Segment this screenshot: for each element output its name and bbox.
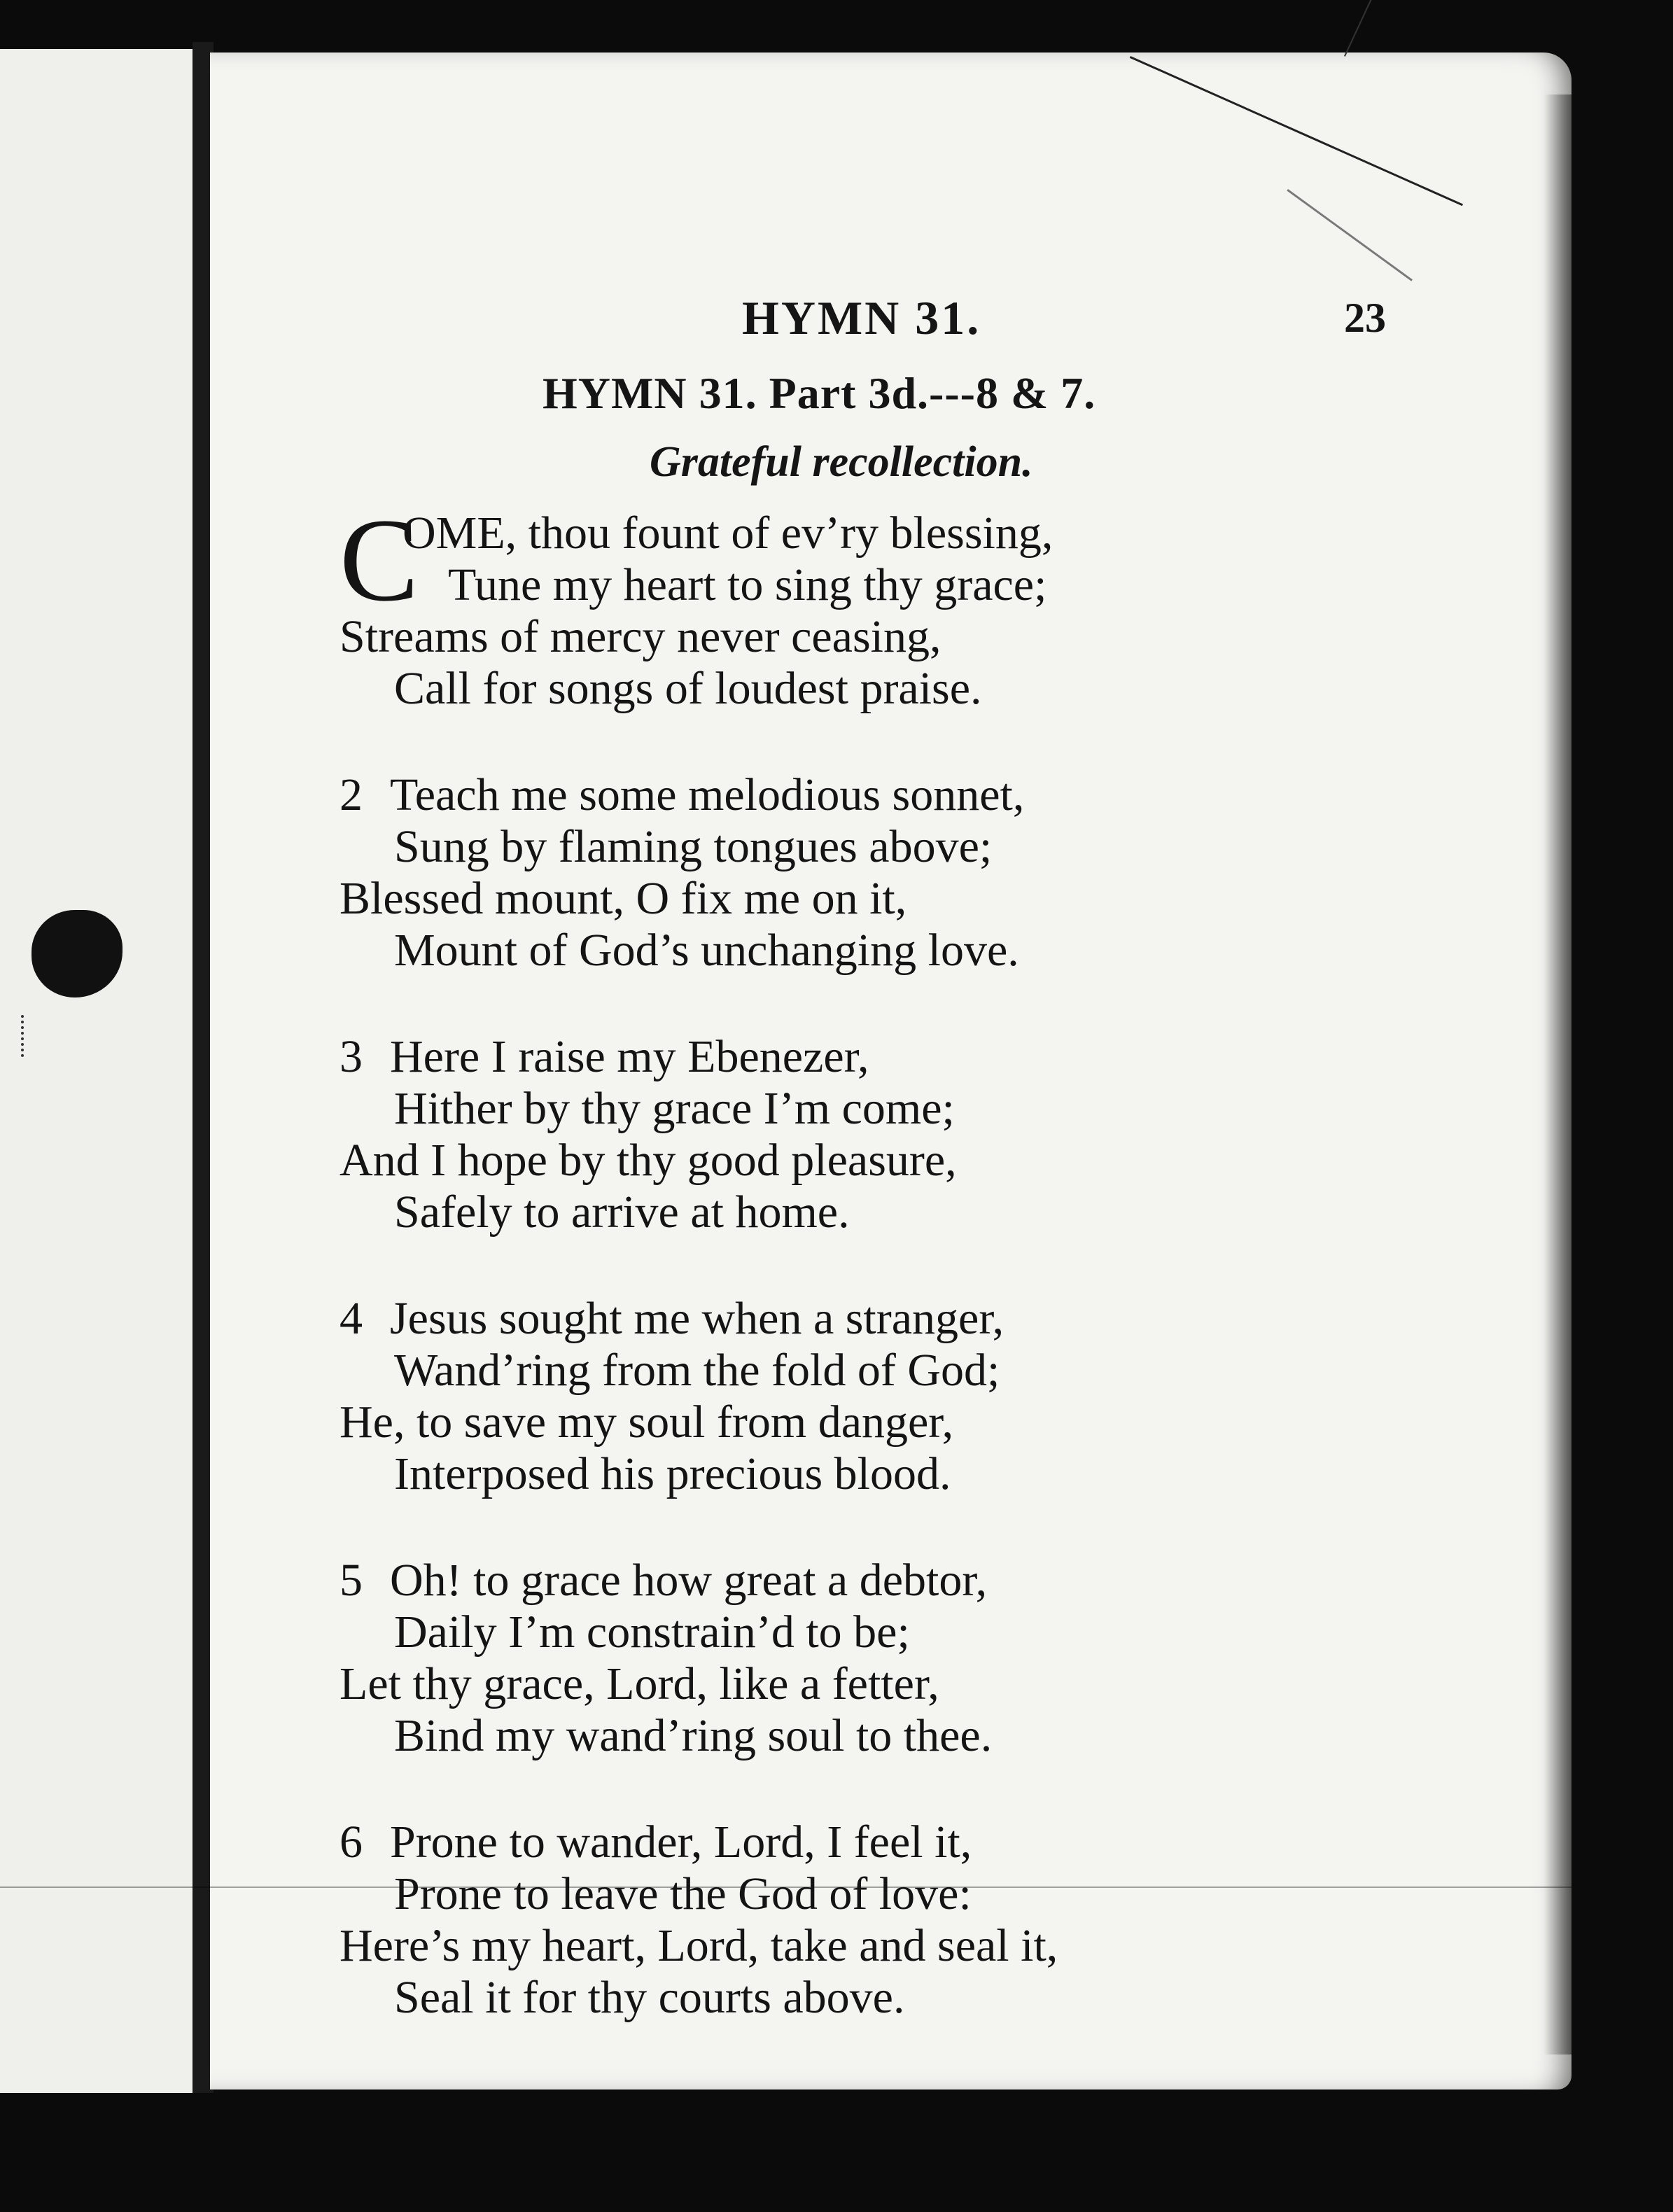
- ink-blot: [31, 910, 122, 997]
- verse-line: He, to save my soul from danger,: [340, 1396, 954, 1448]
- verse-line-first: [340, 1555, 1320, 1606]
- page-crease: [1344, 0, 1378, 57]
- verse-line: Blessed mount, O fix me on it,: [340, 873, 907, 924]
- verse-line: Seal it for thy courts above.: [394, 1972, 905, 2023]
- stanza-3: [340, 1031, 1320, 1238]
- verse-line: Daily I’m constrain’d to be;: [394, 1606, 910, 1658]
- verse-line: Sung by flaming tongues above;: [394, 821, 993, 872]
- stanza-5: [340, 1555, 1320, 1762]
- verse-line-text: Prone to wander, Lord, I feel it,: [390, 1816, 972, 1868]
- verse-line: Streams of mercy never ceasing,: [340, 611, 941, 662]
- stanza-1: [340, 494, 1320, 715]
- page-edge-shadow: [1544, 94, 1572, 2054]
- verse-line-text: Oh! to grace how great a debtor,: [390, 1555, 988, 1606]
- drop-cap: C: [340, 494, 419, 626]
- facing-page: [0, 49, 192, 2093]
- verse-line: Here’s my heart, Lord, take and seal it,: [340, 1920, 1058, 1971]
- stanza-4: [340, 1293, 1320, 1500]
- verse-line: Prone to leave the God of love:: [394, 1868, 972, 1919]
- verse-line: Wand’ring from the fold of God;: [394, 1345, 1000, 1396]
- verse-number: 4: [340, 1293, 363, 1344]
- verse-line-first: [340, 769, 1320, 821]
- verse-line-first: [340, 1816, 1320, 1868]
- verse-line: Call for songs of loudest praise.: [394, 663, 982, 714]
- verse-number: 6: [340, 1816, 363, 1868]
- verse-number: 2: [340, 769, 363, 820]
- verse-line: Tune my heart to sing thy grace;: [448, 559, 1047, 610]
- verse-line: OME, thou fount of ev’ry blessing,: [402, 507, 1054, 559]
- stanza-6: [340, 1816, 1320, 2024]
- running-head: HYMN 31.: [742, 291, 981, 344]
- verse-line: Hither by thy grace I’m come;: [394, 1083, 955, 1134]
- verse-line: Safely to arrive at home.: [394, 1186, 850, 1238]
- verse-line-first: [340, 1031, 1320, 1083]
- verse-line-text: Teach me some melodious sonnet,: [390, 769, 1025, 820]
- verse-line-first: [340, 1293, 1320, 1345]
- hymn-text: [340, 494, 1320, 2024]
- stanza-2: [340, 769, 1320, 976]
- verse-line: And I hope by thy good pleasure,: [340, 1135, 957, 1186]
- verse-line: Let thy grace, Lord, like a fetter,: [340, 1658, 939, 1709]
- hymn-subtitle: Grateful recollection.: [650, 438, 1033, 486]
- page-number: 23: [1344, 295, 1386, 341]
- verse-number: 5: [340, 1555, 363, 1606]
- verse-line-text: Here I raise my Ebenezer,: [390, 1031, 869, 1082]
- verse-line-text: Jesus sought me when a stranger,: [390, 1293, 1004, 1344]
- ink-specks: [21, 1015, 29, 1057]
- verse-line: Mount of God’s unchanging love.: [394, 925, 1019, 976]
- verse-line: Interposed his precious blood.: [394, 1448, 951, 1499]
- verse-line: Bind my wand’ring soul to thee.: [394, 1710, 993, 1761]
- verse-number: 3: [340, 1031, 363, 1082]
- hymn-title: HYMN 31. Part 3d.---8 & 7.: [542, 368, 1096, 418]
